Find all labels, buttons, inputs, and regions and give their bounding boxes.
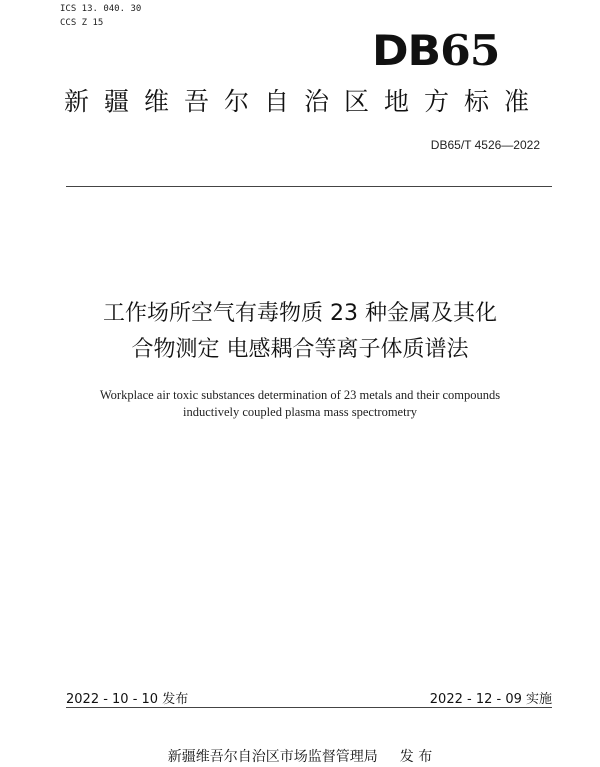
issuer-name: 新疆维吾尔自治区市场监督管理局 (167, 749, 378, 765)
issue-action: 发 布 (399, 749, 433, 765)
bottom-divider (66, 707, 552, 708)
english-title (40, 387, 560, 421)
ics-code: ICS 13. 040. 30 (60, 4, 142, 14)
implementation-date: 2022 - 12 - 09 实施 (429, 692, 552, 707)
logo-letters: DB (372, 26, 441, 75)
chinese-title (40, 296, 560, 368)
db65-logo (372, 26, 499, 75)
ccs-code: CCS Z 15 (60, 18, 104, 28)
standard-number: DB65/T 4526—2022 (430, 138, 540, 152)
issue-date: 2022 - 10 - 10 发布 (66, 692, 189, 707)
issuing-authority (0, 746, 600, 766)
chinese-title-line-1: 工作场所空气有毒物质 23 种金属及其化 (103, 301, 497, 326)
english-title-line-2: inductively coupled plasma mass spectrometry (183, 405, 417, 419)
top-divider (66, 186, 552, 187)
logo-number: 65 (440, 26, 500, 75)
chinese-title-line-2: 合物测定 电感耦合等离子体质谱法 (131, 337, 469, 362)
classification-codes (60, 2, 141, 30)
english-title-line-1: Workplace air toxic substances determination of 23 metals and their compounds (99, 388, 501, 402)
standard-type-heading: 新疆维吾尔自治区地方标准 (64, 87, 545, 116)
